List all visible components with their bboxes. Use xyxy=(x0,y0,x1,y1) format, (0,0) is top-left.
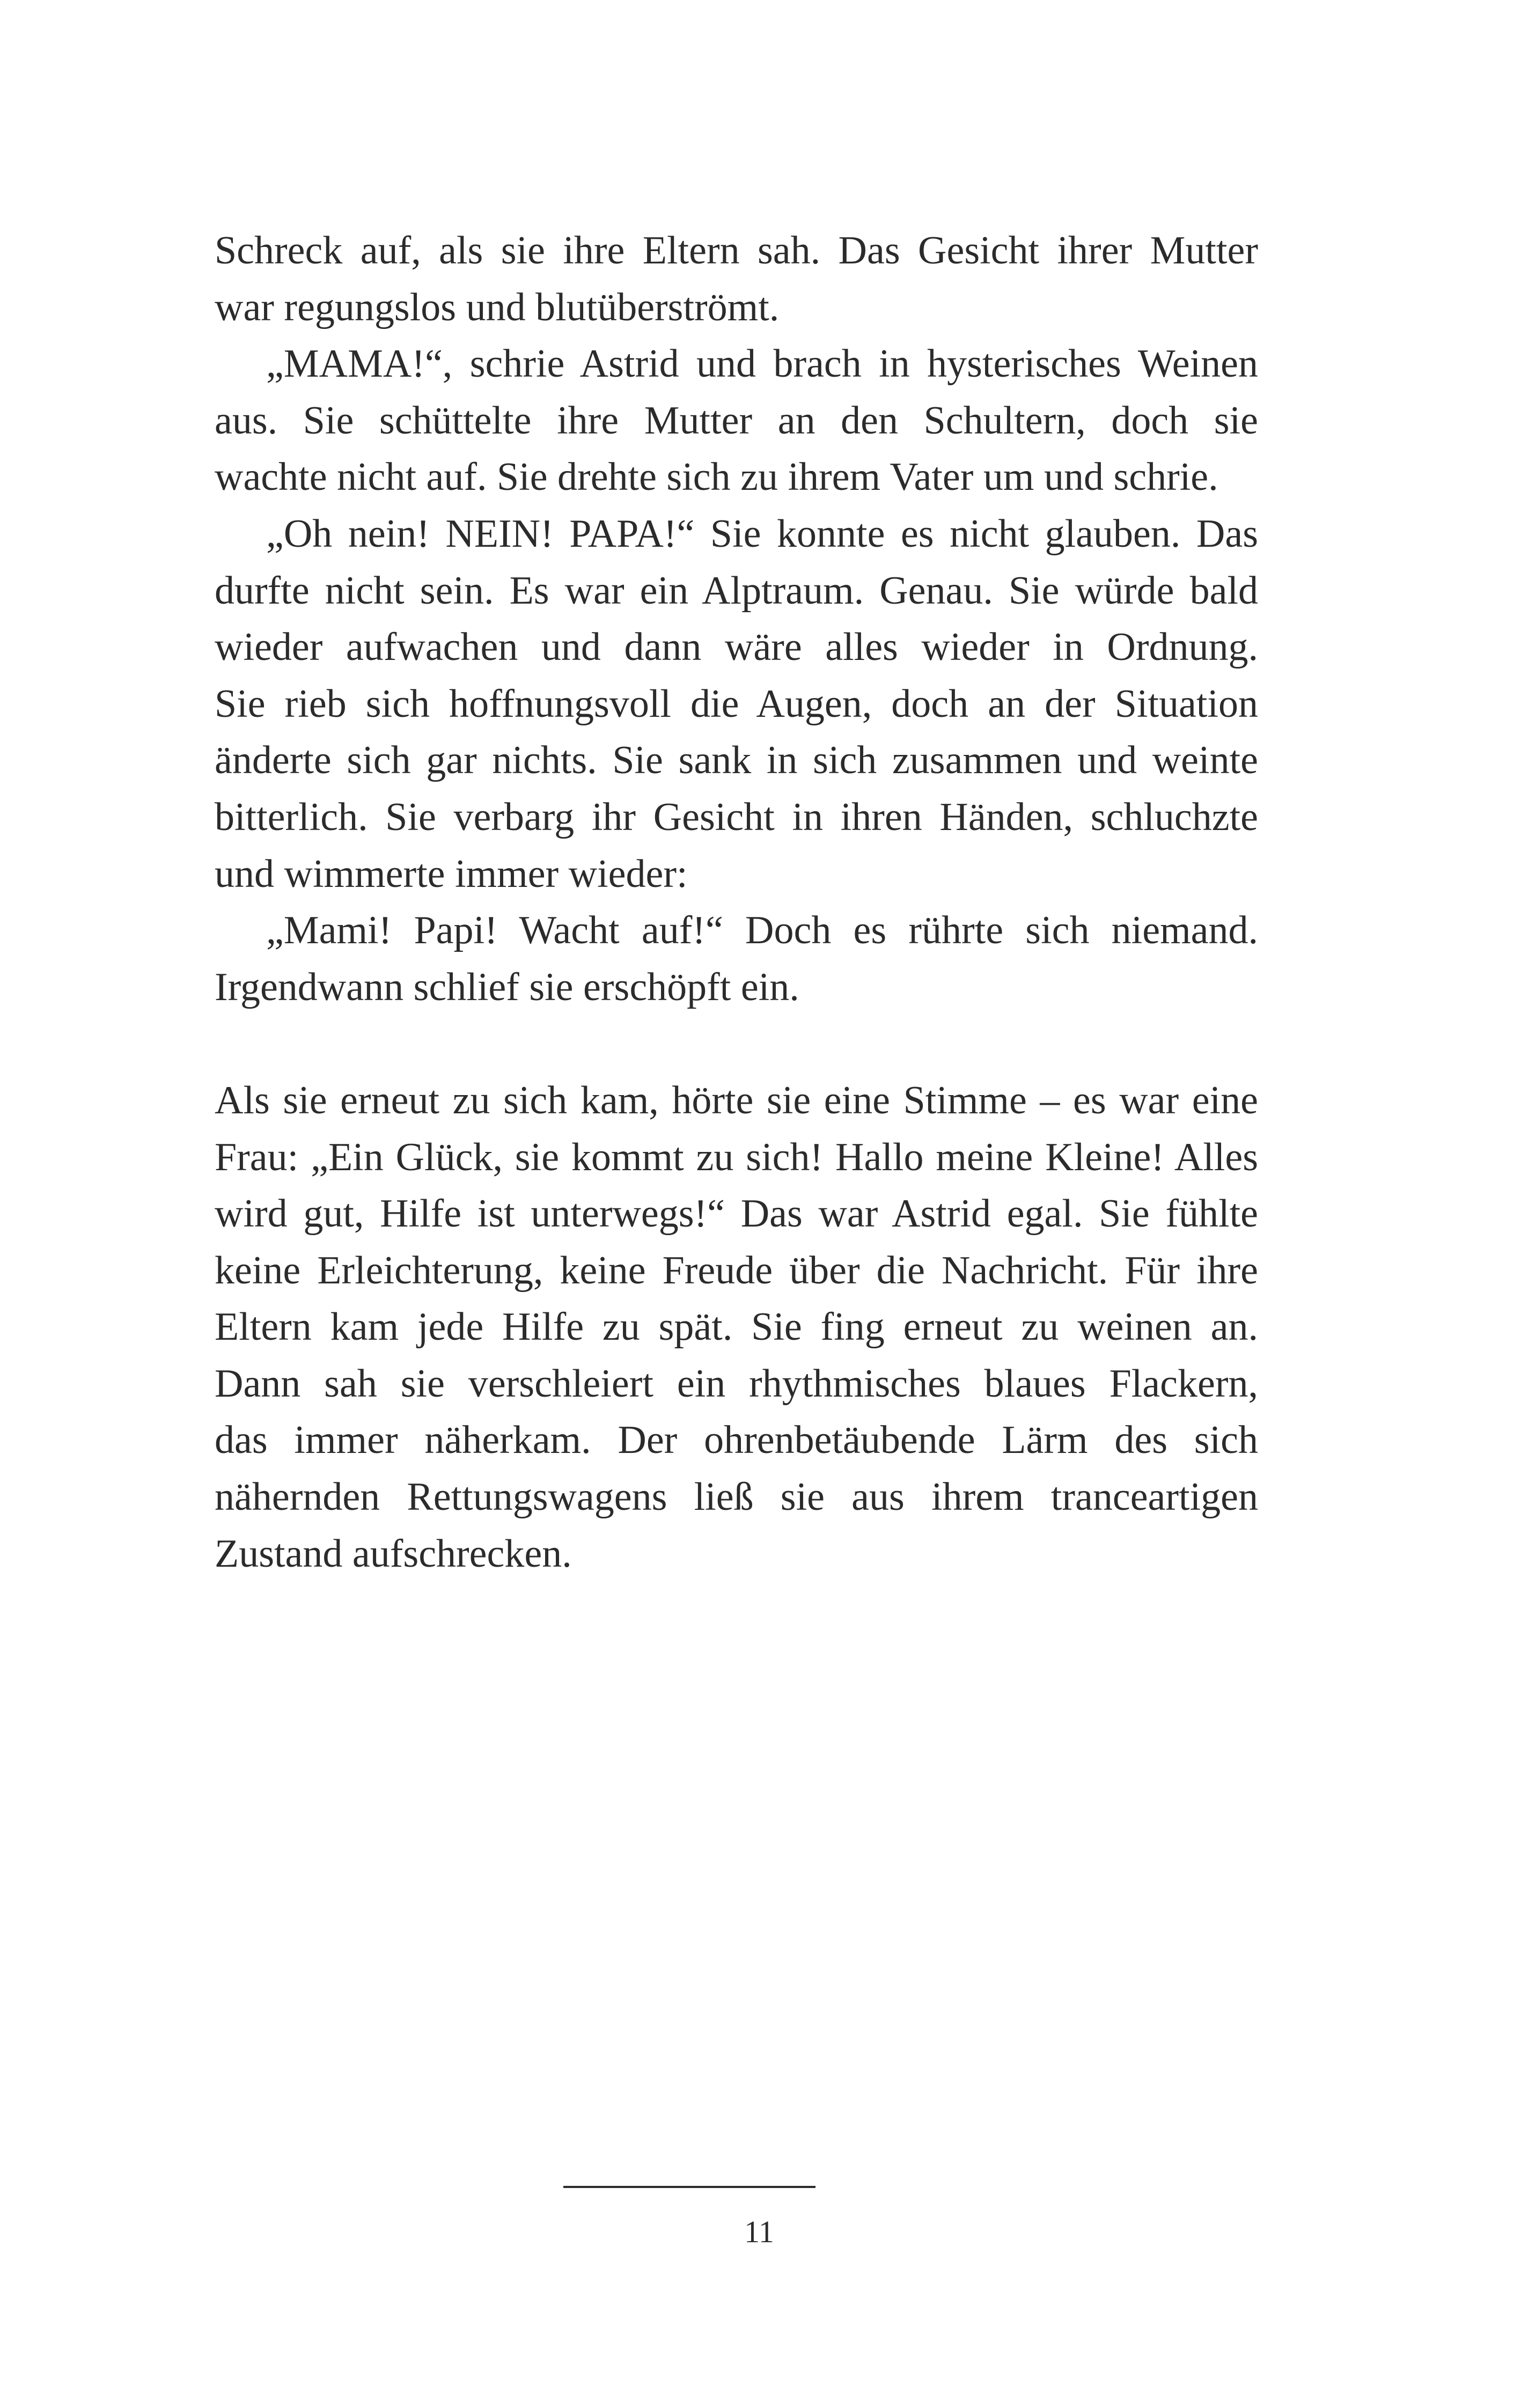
text-line: Als sie erneut zu sich kam, hörte sie eine Stimme – es war eine xyxy=(215,1078,1258,1122)
text-line: Zustand aufschrecken. xyxy=(215,1531,572,1576)
text-line: „MAMA!“, schrie Astrid und brach in hysterisches Weinen xyxy=(266,342,1258,386)
text-line: aus. Sie schüttelte ihre Mutter an den Schultern, doch sie xyxy=(215,398,1258,443)
paragraph xyxy=(215,223,1258,336)
paragraph xyxy=(215,902,1258,1016)
text-line: keine Erleichterung, keine Freude über die Nachricht. Für ihre xyxy=(215,1248,1258,1293)
paragraph xyxy=(215,506,1258,902)
text-line: Irgendwann schlief sie erschöpft ein. xyxy=(215,965,799,1009)
text-line: bitterlich. Sie verbarg ihr Gesicht in ihren Händen, schluchzte xyxy=(215,795,1258,839)
text-line: nähernden Rettungswagens ließ sie aus ihrem tranceartigen xyxy=(215,1475,1258,1519)
text-line: Sie rieb sich hoffnungsvoll die Augen, doch an der Situation xyxy=(215,681,1258,726)
footer-rule xyxy=(563,2186,815,2188)
body-text xyxy=(215,223,1258,1582)
text-line: „Oh nein! NEIN! PAPA!“ Sie konnte es nicht glauben. Das xyxy=(266,511,1258,556)
paragraph xyxy=(215,1073,1258,1582)
text-line: Frau: „Ein Glück, sie kommt zu sich! Hallo meine Kleine! Alles xyxy=(215,1135,1258,1179)
text-line: und wimmerte immer wieder: xyxy=(215,851,688,896)
paragraph-gap xyxy=(215,1016,1258,1073)
text-line: Dann sah sie verschleiert ein rhythmisches blaues Flackern, xyxy=(215,1361,1258,1406)
text-line: war regungslos und blutüberströmt. xyxy=(215,285,780,329)
text-line: wieder aufwachen und dann wäre alles wieder in Ordnung. xyxy=(215,625,1258,670)
text-line: Eltern kam jede Hilfe zu spät. Sie fing erneut zu weinen an. xyxy=(215,1305,1258,1349)
text-line: Schreck auf, als sie ihre Eltern sah. Das Gesicht ihrer Mutter xyxy=(215,229,1258,273)
page-number: 11 xyxy=(744,2214,774,2249)
paragraph xyxy=(215,336,1258,506)
text-line: wachte nicht auf. Sie drehte sich zu ihrem Vater um und schrie. xyxy=(215,455,1218,500)
text-line: das immer näherkam. Der ohrenbetäubende Lärm des sich xyxy=(215,1418,1258,1463)
text-line: durfte nicht sein. Es war ein Alptraum. Genau. Sie würde bald xyxy=(215,568,1258,613)
text-line: wird gut, Hilfe ist unterwegs!“ Das war Astrid egal. Sie fühlte xyxy=(215,1192,1258,1236)
text-line: änderte sich gar nichts. Sie sank in sich zusammen und weinte xyxy=(215,738,1258,783)
text-line: „Mami! Papi! Wacht auf!“ Doch es rührte sich niemand. xyxy=(266,908,1258,953)
